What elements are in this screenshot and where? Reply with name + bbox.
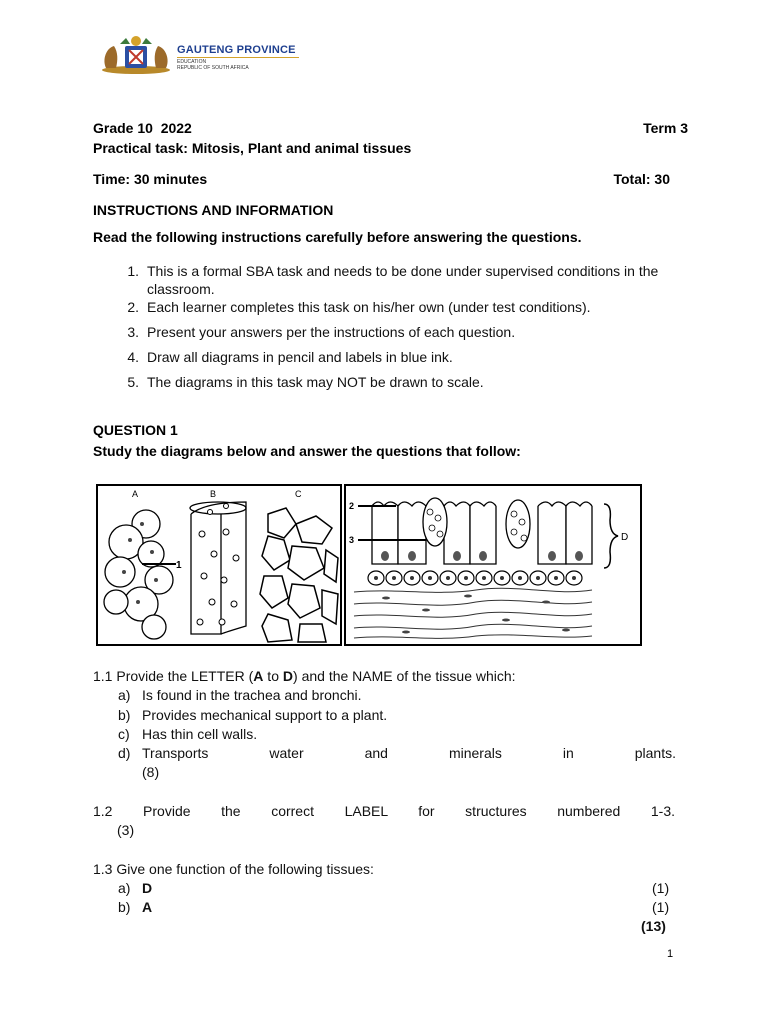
list-item: b) Provides mechanical support to a plant. bbox=[118, 707, 388, 723]
instructions-heading: INSTRUCTIONS AND INFORMATION bbox=[93, 202, 334, 218]
list-item: 1. This is a formal SBA task and needs to be done under supervised conditions in the classroom. bbox=[127, 263, 659, 297]
list-item: 5. The diagrams in this task may NOT be drawn to scale. bbox=[127, 374, 484, 390]
logo-province-name: GAUTENG PROVINCE bbox=[177, 44, 296, 56]
coat-of-arms-icon bbox=[98, 34, 174, 74]
q1-3b-marks: (1) bbox=[652, 899, 670, 915]
question-1-1: 1.1 Provide the LETTER (A to D) and the NAME of the tissue which: bbox=[93, 668, 516, 684]
list-item: a) D bbox=[118, 880, 153, 896]
list-item: 4. Draw all diagrams in pencil and labels in blue ink. bbox=[127, 349, 453, 365]
question-1-total: (13) bbox=[641, 918, 666, 934]
label-b: B bbox=[210, 489, 217, 499]
list-item: d) Transports water and minerals in plants. bbox=[118, 745, 676, 761]
instructions-intro: Read the following instructions carefully before answering the questions. bbox=[93, 229, 582, 245]
q1-2-marks: (3) bbox=[117, 822, 135, 838]
question-1-2: 1.2 Provide the correct LABEL for structures numbered 1-3. bbox=[93, 803, 675, 819]
label-number-2: 2 bbox=[349, 501, 355, 511]
q1-3a-marks: (1) bbox=[652, 880, 670, 896]
tissue-diagrams bbox=[96, 484, 644, 646]
label-c: C bbox=[295, 489, 302, 499]
label-d: D bbox=[621, 532, 629, 543]
grade-term-row bbox=[93, 119, 688, 137]
time-allowed: Time: 30 minutes bbox=[93, 171, 208, 187]
question-1-subtitle: Study the diagrams below and answer the questions that follow: bbox=[93, 443, 521, 459]
total-marks: Total: 30 bbox=[613, 171, 670, 187]
logo-country: REPUBLIC OF SOUTH AFRICA bbox=[177, 65, 249, 71]
page-number: 1 bbox=[667, 948, 674, 960]
list-item: a) Is found in the trachea and bronchi. bbox=[118, 687, 362, 703]
logo-department: EDUCATION bbox=[177, 59, 207, 65]
time-total-row bbox=[93, 170, 670, 188]
instructions-list bbox=[93, 262, 683, 398]
label-number-3: 3 bbox=[349, 535, 355, 545]
list-item: 3. Present your answers per the instructions of each question. bbox=[127, 324, 516, 340]
q1-1-marks: (8) bbox=[142, 764, 160, 780]
logo-text bbox=[177, 44, 299, 71]
question-1-title: QUESTION 1 bbox=[93, 422, 178, 438]
gauteng-logo bbox=[98, 34, 308, 74]
list-item: c) Has thin cell walls. bbox=[118, 726, 258, 742]
task-title: Practical task: Mitosis, Plant and animal tissues bbox=[93, 140, 412, 156]
grade-year: Grade 10 2022 bbox=[93, 120, 192, 136]
question-1-3: 1.3 Give one function of the following tissues: bbox=[93, 861, 374, 877]
label-a: A bbox=[132, 489, 139, 499]
label-number-1: 1 bbox=[176, 560, 182, 571]
list-item: b) A bbox=[118, 899, 153, 915]
list-item: 2. Each learner completes this task on his/her own (under test conditions). bbox=[127, 299, 591, 315]
term: Term 3 bbox=[643, 120, 688, 136]
